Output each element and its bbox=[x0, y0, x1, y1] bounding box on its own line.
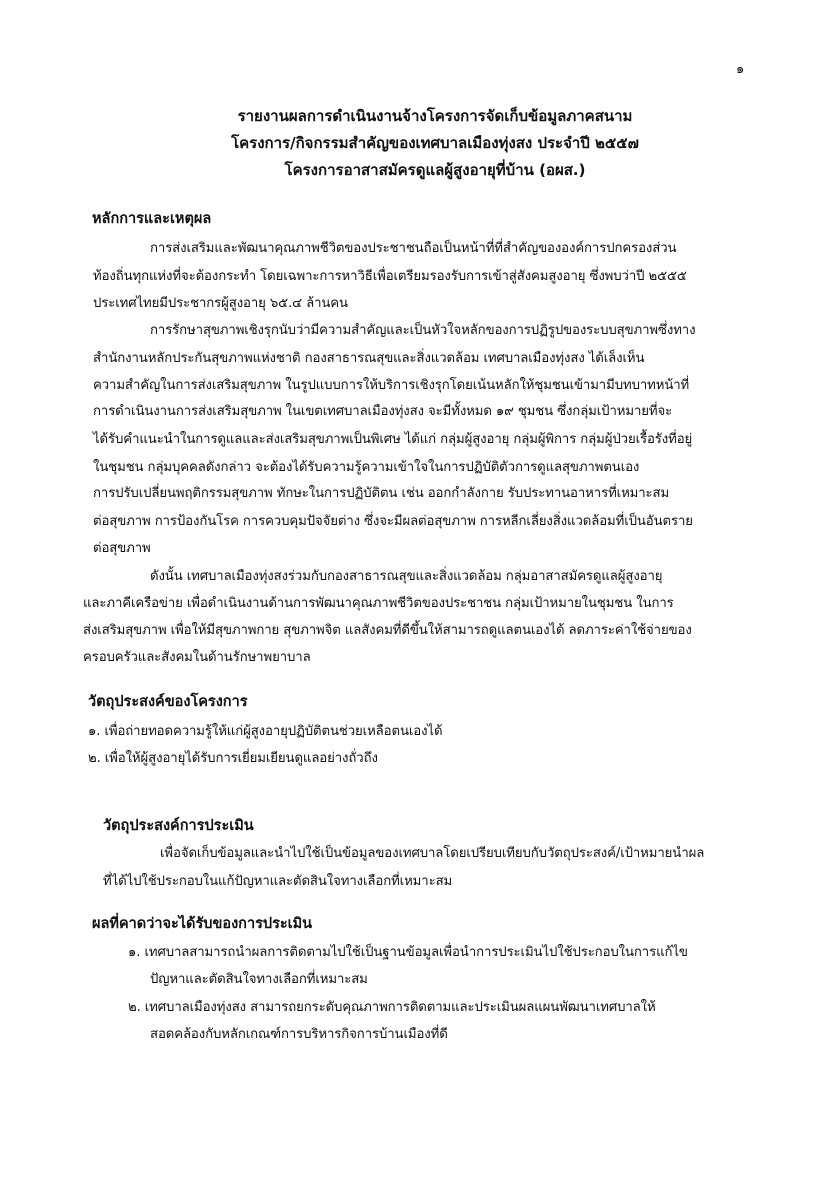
title-line: รายงานผลการดำเนินงานจ้างโครงการจัดเก็บข้อมูลภาคสนาม bbox=[237, 107, 633, 125]
section-heading-expected-results: ผลที่คาดว่าจะได้รับของการประเมิน bbox=[92, 916, 313, 932]
paragraph-line: ต่อสุขภาพ การป้องกันโรค การควบคุมปัจจัยต่าง ซึ่งจะมีผลต่อสุขภาพ การหลีกเลี่ยงสิ่งแวดล้อมที่เป็นอันตราย bbox=[93, 514, 693, 529]
document-title bbox=[0, 103, 840, 184]
paragraph-line: ต่อสุขภาพ bbox=[93, 541, 151, 556]
page-number: ๑ bbox=[736, 62, 745, 77]
list-item-continuation: สอดคล้องกับหลักเกณฑ์การบริหารกิจการบ้านเมืองที่ดี bbox=[150, 1027, 448, 1042]
paragraph-line: การปรับเปลี่ยนพฤติกรรมสุขภาพ ทักษะในการปฏิบัติตน เช่น ออกกำลังกาย รับประทานอาหารที่เหมาะสม bbox=[93, 486, 670, 501]
title-line: โครงการ/กิจกรรมสำคัญของเทศบาลเมืองทุ่งสง ประจำปี ๒๕๕๗ bbox=[231, 134, 639, 152]
paragraph-line: ดังนั้น เทศบาลเมืองทุ่งสงร่วมกับกองสาธารณสุขและสิ่งแวดล้อม กลุ่มอาสาสมัครดูแลผู้สูงอายุ bbox=[150, 569, 663, 584]
list-item: ๒. เทศบาลเมืองทุ่งสง สามารถยกระดับคุณภาพการติดตามและประเมินผลแผนพัฒนาเทศบาลให้ bbox=[128, 1000, 656, 1015]
title-line: โครงการอาสาสมัครดูแลผู้สูงอายุที่บ้าน (อผส.) bbox=[284, 161, 586, 179]
paragraph-line: ครอบครัวและสังคมในด้านรักษาพยาบาล bbox=[83, 650, 311, 665]
list-item: ๑. เทศบาลสามารถนำผลการติดตามไปใช้เป็นฐานข้อมูลเพื่อนำการประเมินไปใช้ประกอบในการแก้ไข bbox=[128, 945, 688, 960]
section-heading-objectives: วัตถุประสงค์ของโครงการ bbox=[88, 694, 248, 710]
paragraph-line: ในชุมชน กลุ่มบุคคลดังกล่าว จะต้องได้รับความรู้ความเข้าใจในการปฏิบัติตัวการดูแลสุขภาพตนเอง bbox=[93, 460, 640, 475]
section-heading-evaluation-objectives: วัตถุประสงค์การประเมิน bbox=[103, 818, 254, 834]
paragraph-line: ที่ได้ไปใช้ประกอบในแก้ปัญหาและตัดสินใจทางเลือกที่เหมาะสม bbox=[103, 874, 453, 889]
paragraph-line: ท้องถิ่นทุกแห่งที่จะต้องกระทำ โดยเฉพาะการหาวิธีเพื่อเตรียมรองรับการเข้าสู่สังคมสูงอายุ ซึ่งพบว่าปี ๒๕๕๕ bbox=[93, 269, 687, 284]
paragraph-line: และภาคีเครือข่าย เพื่อดำเนินงานด้านการพัฒนาคุณภาพชีวิตของประชาชน กลุ่มเป้าหมายในชุมชน ในการ bbox=[83, 596, 674, 611]
paragraph-line: การส่งเสริมและพัฒนาคุณภาพชีวิตของประชาชนถือเป็นหน้าที่ที่สำคัญขององค์การปกครองส่วน bbox=[150, 241, 677, 256]
section-heading-rationale: หลักการและเหตุผล bbox=[92, 211, 212, 227]
paragraph-line: ส่งเสริมสุขภาพ เพื่อให้มีสุขภาพกาย สุขภาพจิต แลสังคมที่ดีขึ้นให้สามารถดูแลตนเองได้ ลดภาระค่าใช้จ่ายของ bbox=[83, 623, 692, 638]
list-item-continuation: ปัญหาและตัดสินใจทางเลือกที่เหมาะสม bbox=[150, 972, 368, 987]
list-item: ๒. เพื่อให้ผู้สูงอายุได้รับการเยี่ยมเยียนดูแลอย่างถั่วถึง bbox=[88, 751, 378, 766]
paragraph-line: เพื่อจัดเก็บข้อมูลและนำไปใช้เป็นข้อมูลของเทศบาลโดยเปรียบเทียบกับวัตถุประสงค์/เป้าหมายนำผล bbox=[160, 846, 705, 861]
paragraph-line: การดำเนินงานการส่งเสริมสุขภาพ ในเขตเทศบาลเมืองทุ่งสง จะมีทั้งหมด ๑๙ ชุมชน ซึ่งกลุ่มเป้าหมายที่จะ bbox=[93, 404, 673, 419]
paragraph-line: ได้รับคำแนะนำในการดูแลและส่งเสริมสุขภาพเป็นพิเศษ ได้แก่ กลุ่มผู้สูงอายุ กลุ่มผู้พิการ กลุ่มผู้ป่วยเรื้อรังที่อยู่ bbox=[93, 432, 693, 447]
paragraph-line: สำนักงานหลักประกันสุขภาพแห่งชาติ กองสาธารณสุขและสิ่งแวดล้อม เทศบาลเมืองทุ่งสง ได้เล็งเห็น bbox=[93, 351, 645, 366]
paragraph-line: ประเทศไทยมีประชากรผู้สูงอายุ ๖๕.๔ ล้านคน bbox=[93, 296, 348, 311]
paragraph-line: ความสำคัญในการส่งเสริมสุขภาพ ในรูปแบบการให้บริการเชิงรุกโดยเน้นหลักให้ชุมชนเข้ามามีบทบาทหน้าที่ bbox=[93, 378, 690, 393]
paragraph-line: การรักษาสุขภาพเชิงรุกนับว่ามีความสำคัญและเป็นหัวใจหลักของการปฏิรูปของระบบสุขภาพซึ่งทาง bbox=[150, 323, 696, 338]
list-item: ๑. เพื่อถ่ายทอดความรู้ให้แก่ผู้สูงอายุปฏิบัติตนช่วยเหลือตนเองได้ bbox=[88, 724, 443, 739]
